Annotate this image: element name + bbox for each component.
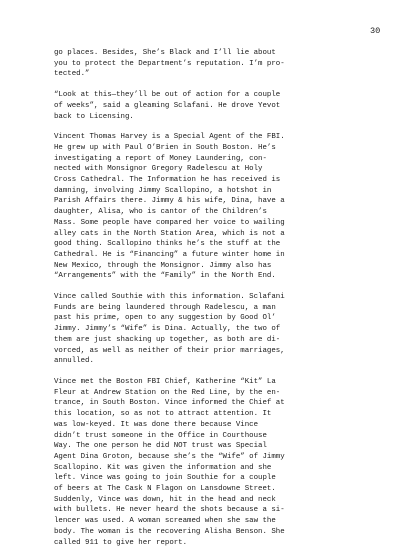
document-body (54, 48, 380, 558)
text-line: Jimmy. Jimmy’s “Wife” is Dina. Actually, the two of (54, 325, 281, 334)
text-line: this location, so as not to attract attention. It (54, 410, 272, 419)
text-line: Agent Dina Groton, because she’s the “Wife” of Jimmy (54, 452, 285, 461)
text-line: vorced, as well as neither of their prior marriages, (54, 346, 285, 355)
text-line: of beers at The Cask N Flagon on Lansdowne Street. (54, 485, 276, 494)
text-line: investigating a report of Money Laundering, con- (54, 154, 267, 163)
text-line: left. Vince was going to join Southie for a couple (54, 474, 276, 483)
text-line: Funds are being laundered through Radelescu, a man (54, 303, 276, 312)
paragraph (54, 90, 380, 122)
text-line: Cathedral. He is “Financing” a future winter home in (54, 250, 285, 259)
text-line: Scallopino. Kit was given the information and she (54, 463, 272, 472)
text-line: body. The woman is the recovering Alisha Benson. She (54, 527, 285, 536)
text-line: alley cats in the North Station Area, which is not a (54, 229, 285, 238)
paragraph (54, 377, 380, 548)
text-line: daughter, Alisa, who is cantor of the Children’s (54, 208, 267, 217)
text-line: was low-keyed. It was done there because Vince (54, 420, 259, 429)
text-line: Mass. Some people have compared her voice to wailing (54, 218, 285, 227)
text-line: “Look at this—they’ll be out of action for a couple (54, 91, 281, 100)
text-line: back to Licensing. (54, 112, 134, 121)
text-line: them are just shacking up together, as both are di- (54, 335, 281, 344)
text-line: He grew up with Paul O’Brien in South Boston. He’s (54, 143, 276, 152)
text-line: good thing. Scallopino thinks he’s the stuff at the (54, 240, 281, 249)
page-number: 30 (370, 26, 381, 36)
text-line: called 911 to give her report. (54, 538, 188, 547)
text-line: Way. The one person he did NOT trust was Special (54, 442, 267, 451)
text-line: Vince met the Boston FBI Chief, Katherine “Kit” La (54, 377, 276, 386)
text-line: New Mexico, through the Monsignor. Jimmy also has (54, 261, 272, 270)
text-line: “Arrangements” with the “Family” in the North End. (54, 272, 276, 281)
text-line: damning, involving Jimmy Scallopino, a hotshot in (54, 186, 272, 195)
text-line: trance, in South Boston. Vince informed the Chief at (54, 399, 285, 408)
text-line: with bullets. He never heard the shots because a si- (54, 506, 285, 515)
text-line: Cross Cathedral. The Information he has received is (54, 176, 281, 185)
text-line: Suddenly, Vince was down, hit in the head and neck (54, 495, 276, 504)
text-line: Fleur at Andrew Station on the Red Line, by the en- (54, 388, 281, 397)
text-line: lencer was used. A woman screamed when she saw the (54, 517, 276, 526)
paragraph (54, 132, 380, 282)
paragraph (54, 48, 380, 80)
text-line: Vince called Southie with this information. Sclafani (54, 293, 285, 302)
text-line: Vincent Thomas Harvey is a Special Agent of the FBI. (54, 133, 285, 142)
paragraph (54, 292, 380, 367)
text-line: go places. Besides, She’s Black and I’ll lie about (54, 49, 276, 57)
text-line: annulled. (54, 357, 94, 366)
text-line: didn’t trust someone in the Office in Courthouse (54, 431, 267, 440)
text-line: Parish Affairs there. Jimmy & his wife, Dina, have a (54, 197, 285, 206)
text-line: tected.” (54, 70, 90, 79)
text-line: past his prime, open to any suggestion by Good Ol’ (54, 314, 276, 323)
text-line: of weeks”, said a gleaming Sclafani. He drove Yevot (54, 101, 281, 110)
text-line: nected with Monsignor Gregory Radelescu at Holy (54, 165, 263, 174)
text-line: you to protect the Department’s reputation. I’m pro- (54, 59, 285, 68)
